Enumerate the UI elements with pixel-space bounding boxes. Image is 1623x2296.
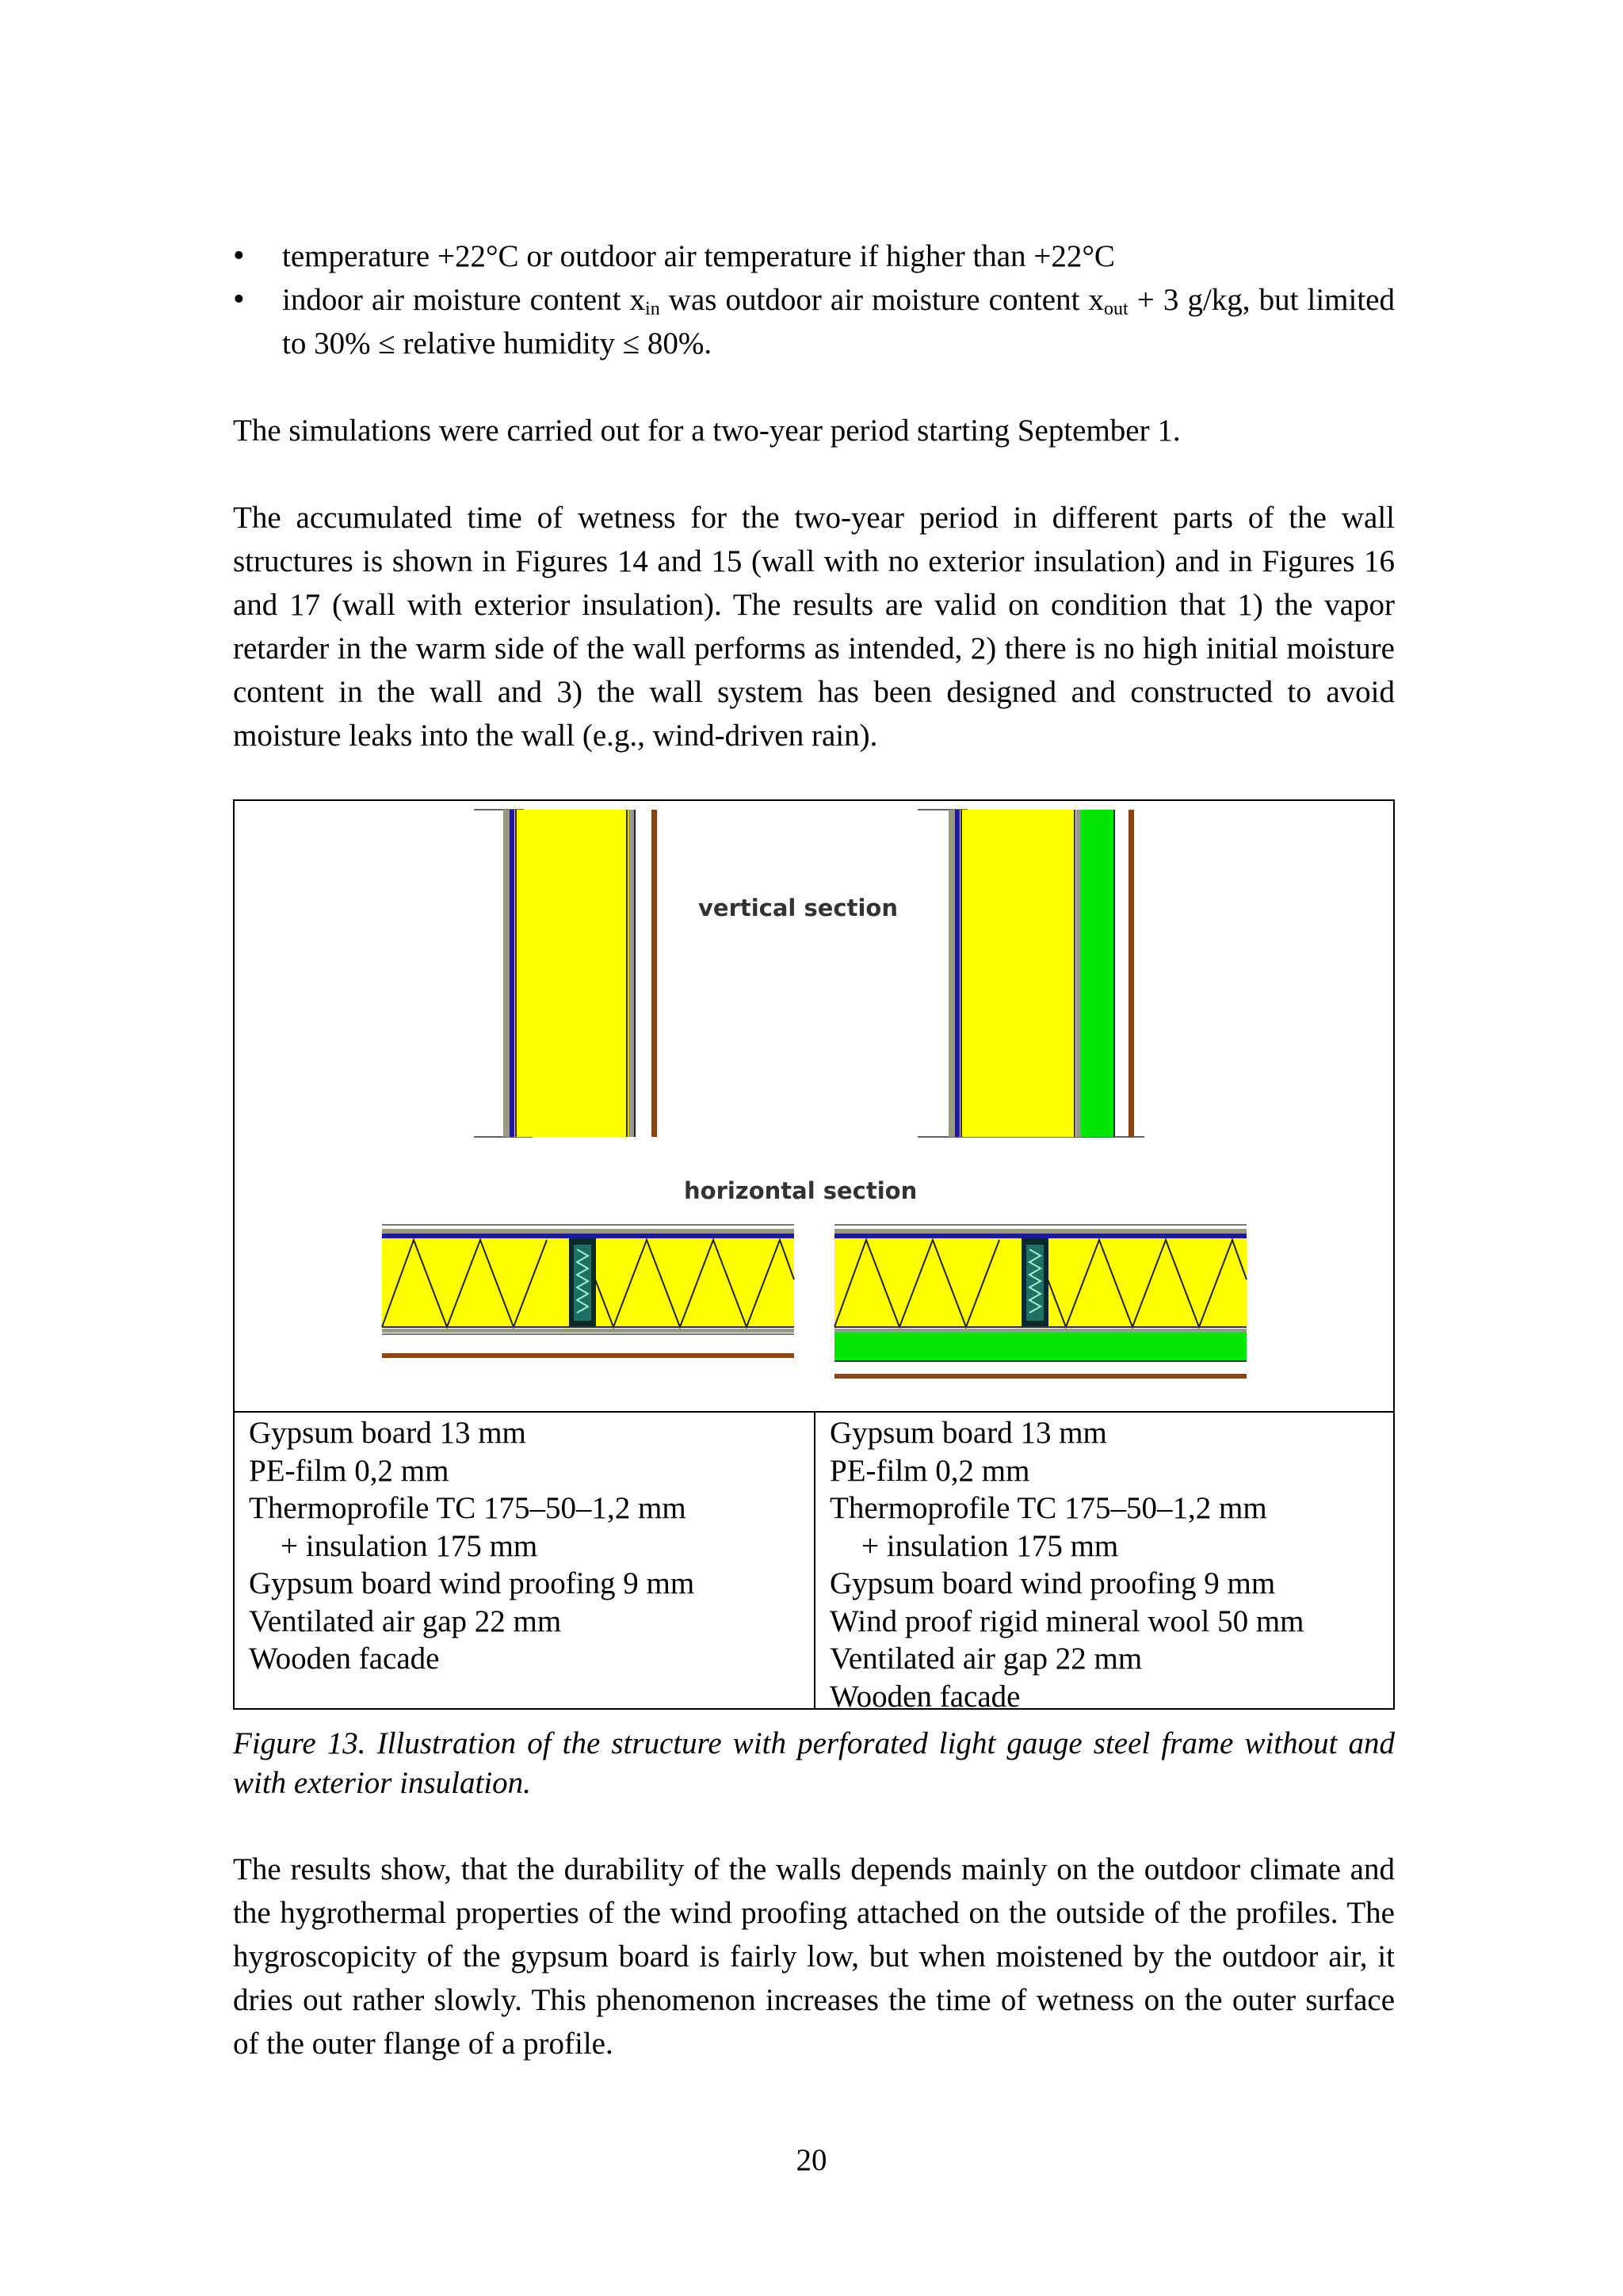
vertical-section-left [474,810,657,1137]
layer-item: Thermoprofile TC 175–50–1,2 mm [249,1491,686,1525]
wooden-facade-layer [382,1353,794,1358]
gypsum-board-layer [382,1229,794,1234]
layer-item: Wooden facade [249,1642,440,1676]
layer-list-without-insulation [249,1414,694,1678]
wind-proofing-layer [382,1329,794,1333]
layer-item: Gypsum board 13 mm [830,1416,1107,1450]
gypsum-board-layer [503,810,510,1137]
insulation-layer [960,810,1076,1137]
layer-item: Wind proof rigid mineral wool 50 mm [830,1604,1304,1638]
layer-item: + insulation 175 mm [861,1528,1119,1563]
insulation-layer [514,810,628,1137]
wooden-facade-layer [651,810,657,1137]
rigid-mineral-wool-layer [1081,810,1114,1137]
wind-proofing-layer [834,1329,1247,1333]
horizontal-section-left [382,1225,794,1358]
layer-item: Ventilated air gap 22 mm [249,1604,562,1638]
layer-item: PE-film 0,2 mm [830,1453,1030,1488]
layer-item: Gypsum board wind proofing 9 mm [249,1566,695,1600]
wind-proofing-layer [1076,810,1081,1137]
layer-item: Thermoprofile TC 175–50–1,2 mm [830,1491,1267,1525]
layer-item: Gypsum board 13 mm [249,1416,526,1450]
pe-film-layer [382,1234,794,1238]
subscript-out: out [1104,299,1128,319]
bullet-moisture-text-c: + 3 g/kg, but limited to 30% ≤ relative humidity ≤ 80%. [282,283,1395,360]
bullet-list [233,235,1395,365]
paragraph-simulation-period: The simulations were carried out for a two-year period starting September 1. [233,414,1181,448]
bullet-temperature [233,235,1395,278]
pe-film-layer [834,1234,1247,1238]
page-number: 20 [796,2143,827,2177]
vertical-section-label: vertical section [698,894,898,921]
layer-item: + insulation 175 mm [281,1528,538,1563]
layer-item: Ventilated air gap 22 mm [830,1642,1143,1676]
gypsum-board-layer [949,810,955,1137]
bullet-moisture [233,278,1395,365]
layer-item: Wooden facade [830,1679,1021,1714]
layer-item: Gypsum board wind proofing 9 mm [830,1566,1276,1600]
layer-list-with-insulation [830,1414,1304,1715]
bullet-moisture-text-b: was outdoor air moisture content x [659,283,1105,317]
bullet-temperature-text: temperature +22°C or outdoor air temperature if higher than +22°C [282,239,1115,273]
figure-13 [233,799,1395,1714]
wooden-facade-layer [1128,810,1134,1137]
figure-caption: Figure 13. Illustration of the structure with perforated light gauge steel frame without and with exterior insulation. [233,1726,1395,1800]
pe-film-layer [955,810,960,1137]
pe-film-layer [510,810,514,1137]
gypsum-board-layer [834,1229,1247,1234]
wooden-facade-layer [834,1374,1247,1379]
subscript-in: in [645,299,660,319]
layer-item: PE-film 0,2 mm [249,1453,449,1488]
horizontal-section-label: horizontal section [684,1177,918,1204]
paragraph-time-of-wetness: The accumulated time of wetness for the two-year period in different parts of the wall structures is shown in Figures 14 and 15 (wall with no exterior insulation) and in Figures 16 and 17 (wall with exterior insulation). The results are valid on condition that 1) the vapor retarder in the warm side of the wall performs as intended, 2) there is no high initial moisture content in the wall and 3) the wall system has been designed and constructed to avoid moisture leaks into the wall (e.g., wind-driven rain). [233,501,1395,753]
vertical-section-right [918,810,1144,1137]
wind-proofing-layer [628,810,634,1137]
figure-divider-vertical [814,1411,815,1710]
wall-section-drawing [235,801,1393,1411]
paragraph-results: The results show, that the durability of the walls depends mainly on the outdoor climate and the hygrothermal properties of the wind proofing attached on the outside of the profiles. The hygroscopicity of the gypsum board is fairly low, but when moistened by the outdoor air, it dries out rather slowly. This phenomenon increases the time of wetness on the outer surface of the outer flange of a profile. [233,1852,1395,2061]
bullet-moisture-text-a: indoor air moisture content x [282,283,646,317]
rigid-mineral-wool-layer [834,1333,1247,1361]
horizontal-section-right [834,1225,1247,1379]
